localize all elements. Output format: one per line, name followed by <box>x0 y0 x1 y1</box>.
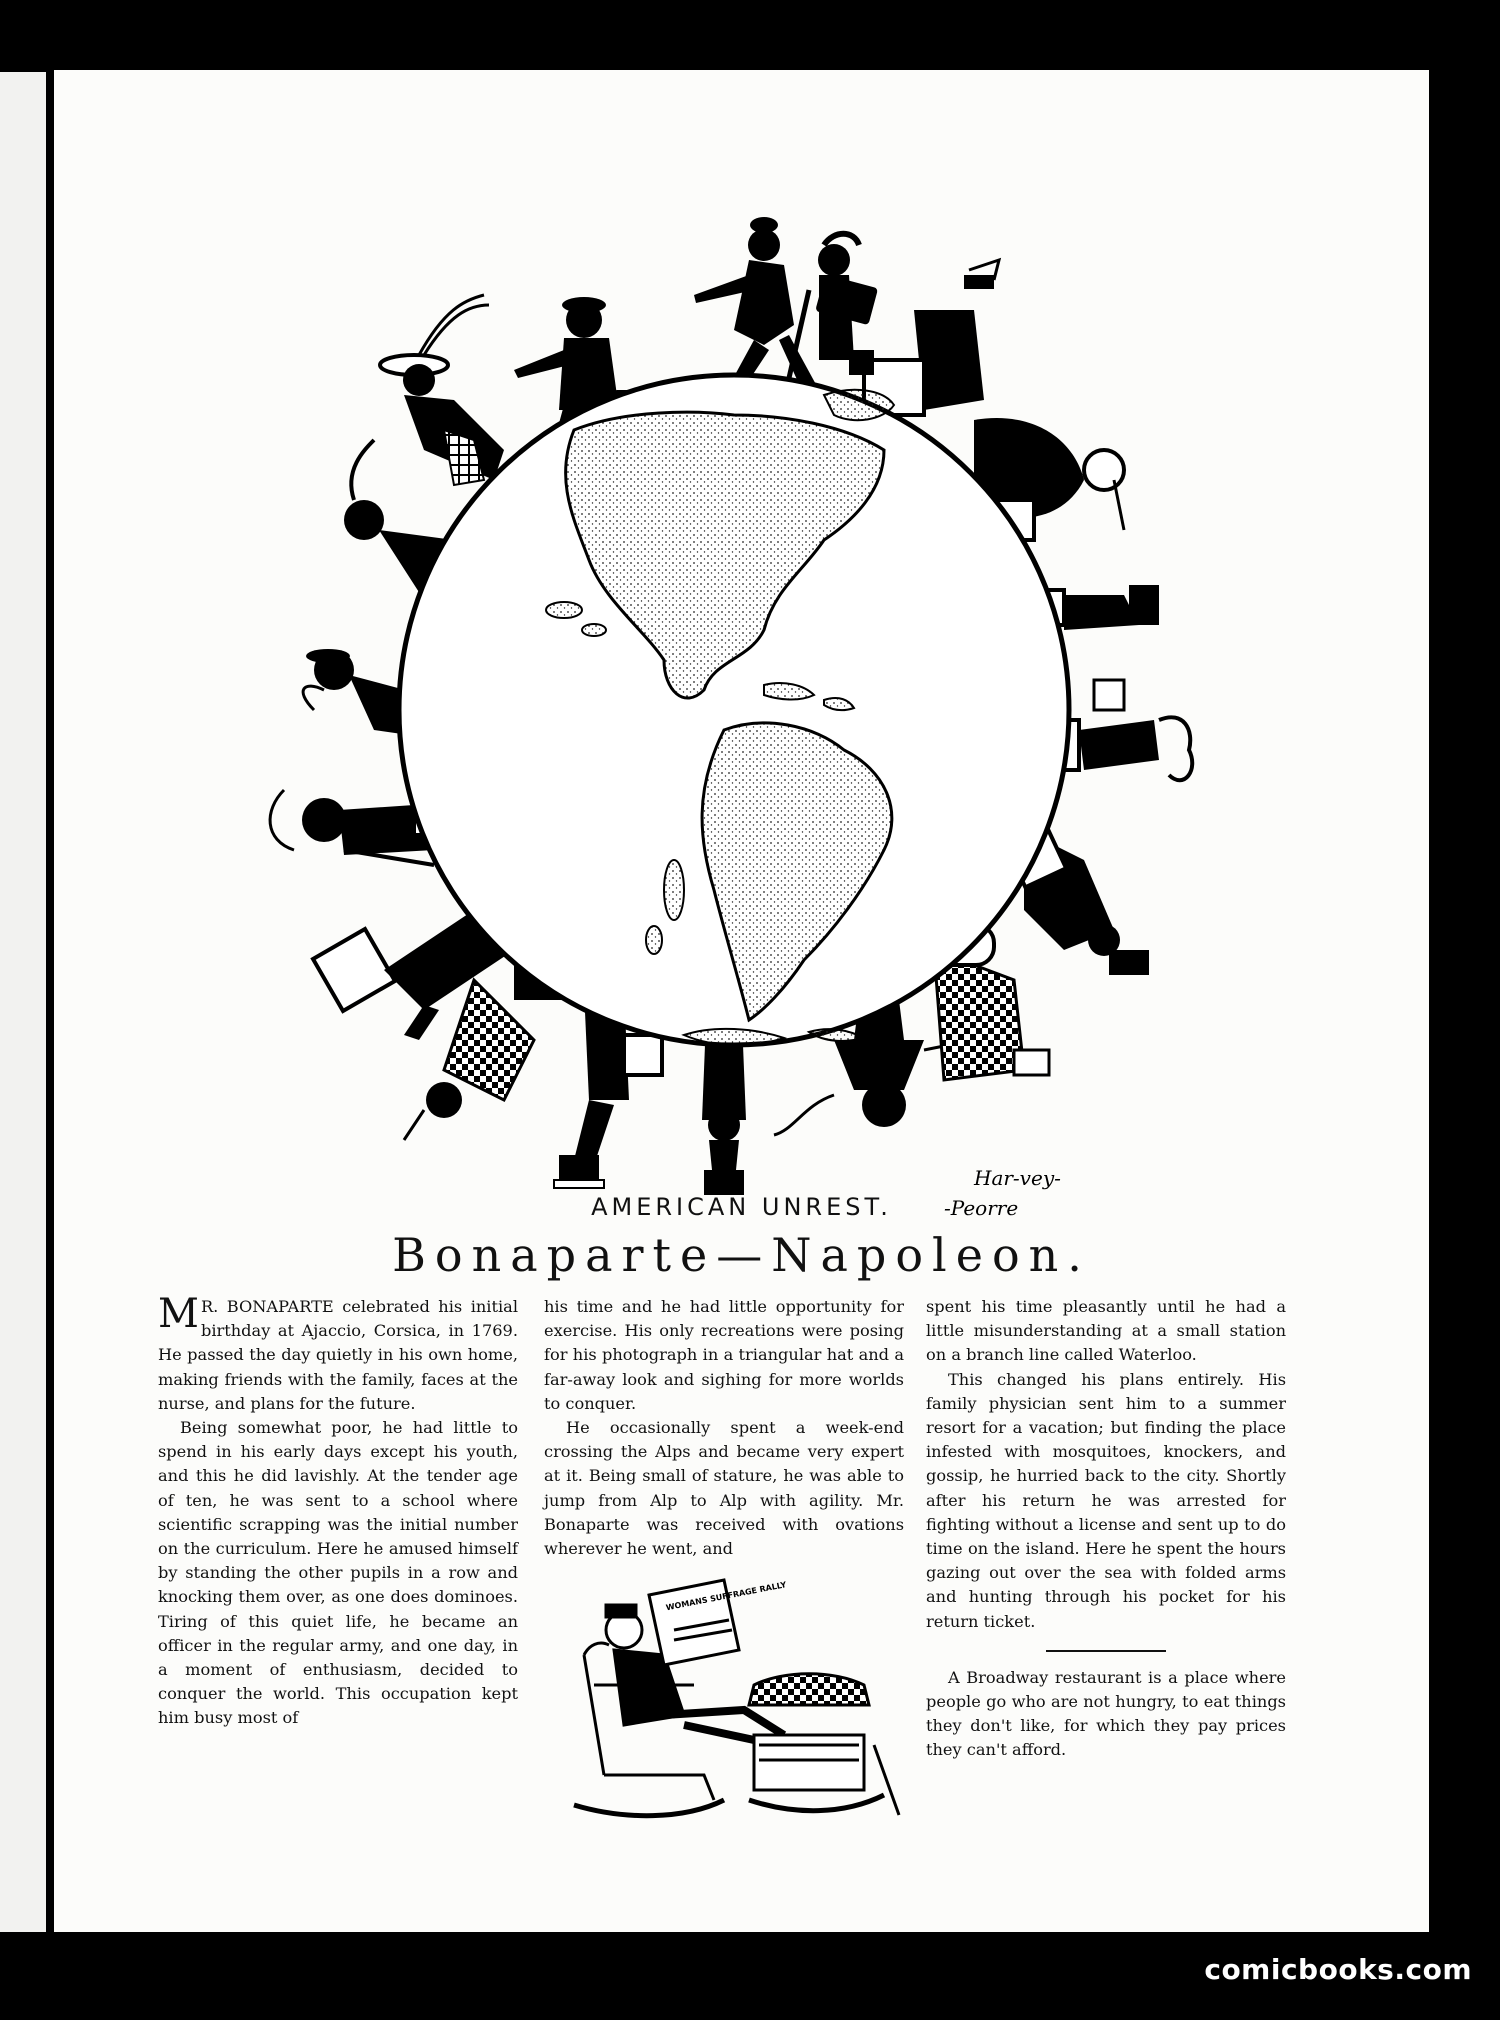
rocking-chair-cartoon <box>554 1575 904 1835</box>
article-paragraph: spent his time pleasantly until he had a little misunderstanding at a small station on a branch line called Waterloo. <box>926 1297 1286 1365</box>
magazine-page <box>54 70 1429 1932</box>
svg-text:WOMANS SUFFRAGE RALLY: WOMANS SUFFRAGE RALLY <box>665 1580 788 1613</box>
article-paragraph: He occasionally spent a week-end crossing the Alps and became very expert at it. Being small of stature, he was able to jump from Alp to Alp with agility. Mr. Bonaparte was received with ovations wherever he went, and <box>544 1418 904 1559</box>
article-paragraph: This changed his plans entirely. His family physician sent him to a summer resort for a vacation; but finding the place infested with mosquitoes, knockers, and gossip, he hurried back to the city. Shortly after his return he was arrested for fighting without a license and sent up to do time on the island. Here he spent the hours gazing out over the sea with folded arms and hunting through his pocket for his return ticket. <box>926 1369 1286 1631</box>
filler-paragraph: A Broadway restaurant is a place where people go who are not hungry, to eat things they don't like, for which they pay prices they can't afford. <box>926 1667 1286 1760</box>
previous-page-edge <box>0 72 46 1932</box>
article-column-2 <box>544 1295 904 1561</box>
article-paragraph: Being somewhat poor, he had little to spend in his early days except his youth, and this he did lavishly. At the tender age of ten, he was sent to a school where scientific scrapping was the initial number on the curriculum. Here he amused himself by standing the other pupils in a row and knocking them over, as one does dominoes. Tiring of this quiet life, he became an officer in the regular army, and one day, in a moment of enthusiasm, decided to conquer the world. This occupation kept him busy most of <box>158 1418 518 1728</box>
svg-text:-Peorre: -Peorre <box>944 1196 1019 1220</box>
illustration-caption: AMERICAN UNREST. <box>591 1193 892 1221</box>
article-paragraph: his time and he had little opportunity for exercise. His only recreations were posing for his photograph in a triangular hat and a far-away look and sighing for more worlds to conquer. <box>544 1297 904 1413</box>
globe <box>399 375 1069 1045</box>
article-column-3 <box>926 1295 1286 1763</box>
article-headline: Bonaparte—Napoleon. <box>392 1228 1091 1282</box>
drop-cap: M <box>158 1291 199 1337</box>
section-divider <box>1046 1650 1166 1652</box>
article-paragraph: M R. BONAPARTE celebrated his initial birthday at Ajaccio, Corsica, in 1769. He passed the day quietly in his own home, making friends with the family, faces at the nurse, and plans for the future. <box>158 1291 518 1413</box>
svg-text:Har-vey-: Har-vey- <box>974 1166 1061 1190</box>
site-watermark: comicbooks.com <box>1204 1953 1472 1986</box>
article-column-1 <box>158 1291 518 1731</box>
globe-illustration <box>244 190 1244 1250</box>
